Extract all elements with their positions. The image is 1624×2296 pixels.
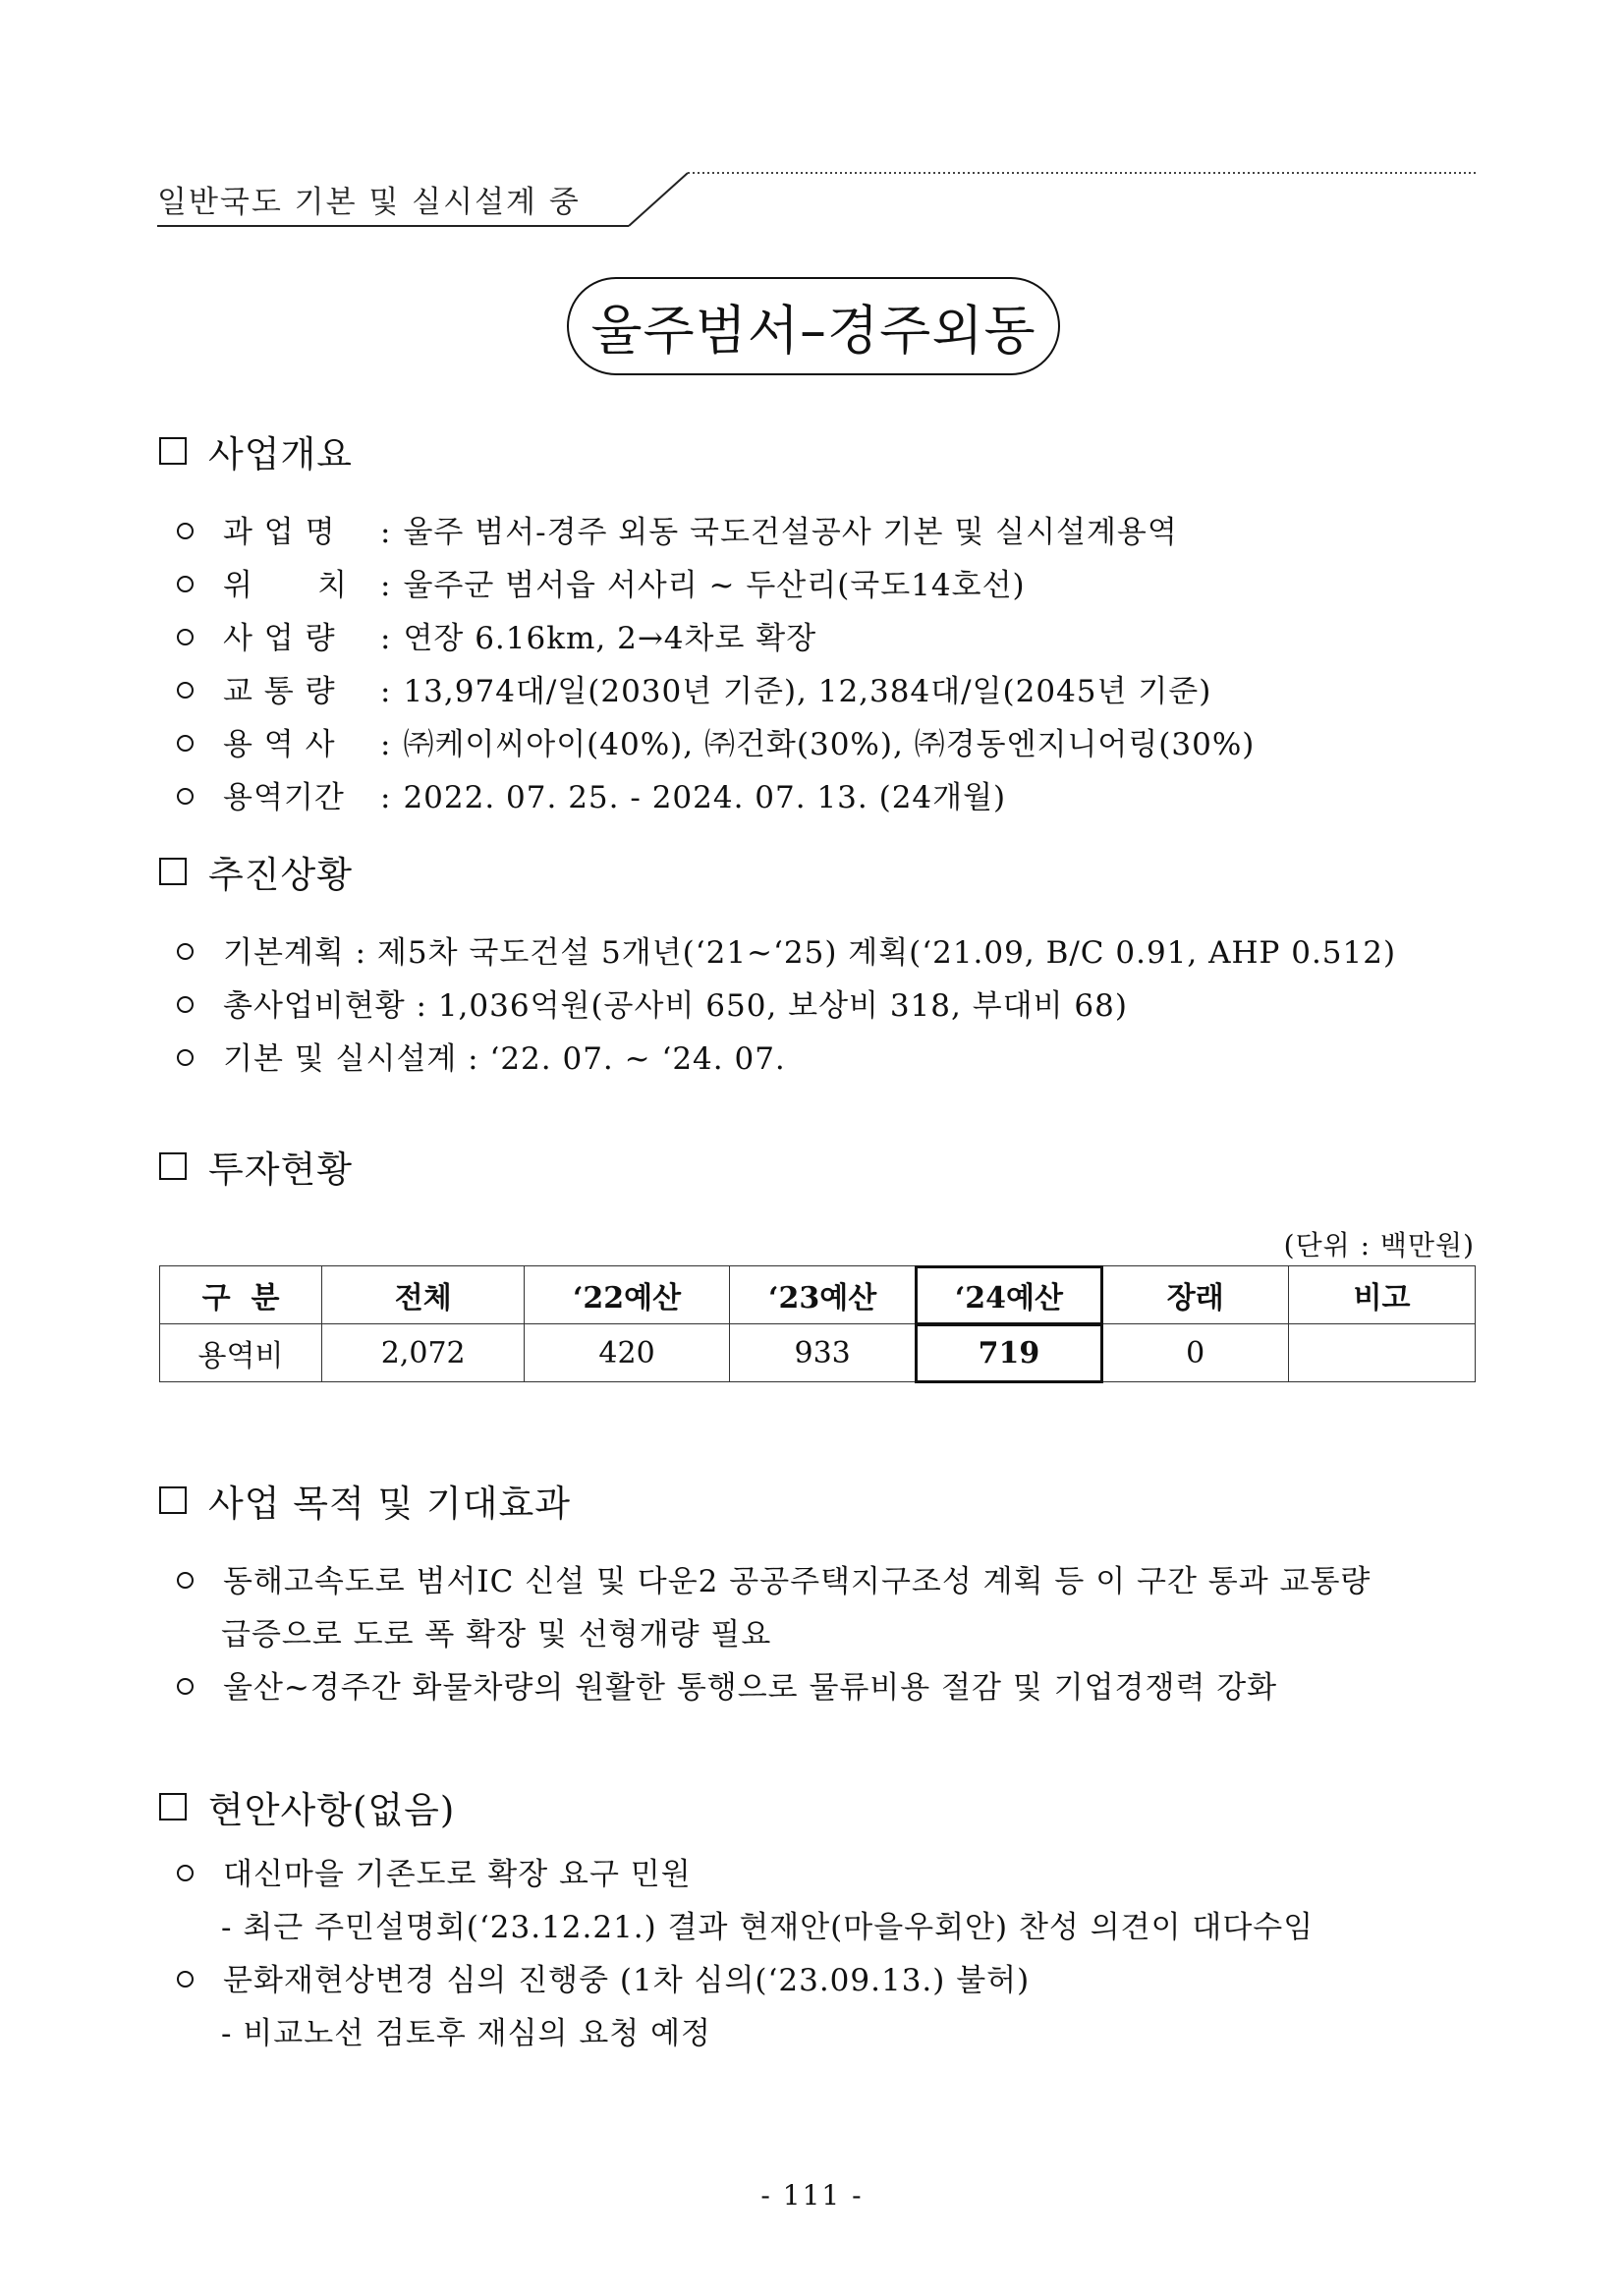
- circle-bullet-icon: [177, 576, 194, 592]
- page-title: 울주범서–경주외동: [567, 277, 1060, 375]
- purpose-item-continuation: 급증으로 도로 폭 확장 및 선형개량 필요: [221, 1617, 772, 1652]
- table-cell: 719: [916, 1324, 1102, 1382]
- section-purpose-heading: [159, 1474, 571, 1527]
- item-label: 용 역 사: [223, 727, 336, 762]
- item-label: 교 통 량: [223, 674, 336, 709]
- overview-item: 위 치 : 울주군 범서읍 서사리 ~ 두산리(국도14호선): [177, 560, 1026, 604]
- circle-bullet-icon: [177, 735, 194, 752]
- item-label: 사 업 량: [223, 621, 336, 656]
- square-icon: [159, 858, 187, 885]
- section-title: 투자현황: [208, 1148, 353, 1191]
- overview-item: 용 역 사 : ㈜케이씨아이(40%), ㈜건화(30%), ㈜경동엔지니어링(30%): [177, 719, 1255, 763]
- circle-bullet-icon: [177, 523, 194, 539]
- item-text: 기본 및 실시설계 : ‘22. 07. ~ ‘24. 07.: [223, 1041, 786, 1077]
- table-unit: (단위 : 백만원): [1283, 1229, 1475, 1261]
- table-cell: 933: [729, 1324, 916, 1382]
- section-overview-heading: [159, 424, 353, 477]
- item-text: 울산~경주간 화물차량의 원활한 통행으로 물류비용 절감 및 기업경쟁력 강화: [223, 1670, 1278, 1706]
- section-title: 사업개요: [208, 433, 353, 476]
- running-header: [157, 169, 1476, 228]
- issue-item: [177, 1849, 692, 1893]
- header-text: 일반국도 기본 및 실시설계 중: [157, 185, 581, 220]
- square-icon: [159, 1486, 187, 1514]
- item-value: 연장 6.16km, 2→4차로 확장: [403, 621, 817, 656]
- issue-sub-item: - 최근 주민설명회(‘23.12.21.) 결과 현재안(마을우회안) 찬성 의견이 대다수임: [221, 1910, 1315, 1945]
- item-label: 용역기간: [223, 780, 345, 815]
- item-value: 2022. 07. 25. - 2024. 07. 13. (24개월): [403, 780, 1007, 815]
- purpose-item: [177, 1662, 1277, 1707]
- square-icon: [159, 1152, 187, 1180]
- table-cell: 420: [525, 1324, 729, 1382]
- table-cell: 용역비: [160, 1324, 322, 1382]
- section-progress-heading: [159, 845, 353, 898]
- section-title: 추진상황: [208, 854, 353, 896]
- table-cell: 2,072: [322, 1324, 525, 1382]
- col-header: 구 분: [160, 1266, 322, 1324]
- item-label: 위 치: [223, 568, 349, 603]
- table-header-row: [160, 1266, 1476, 1324]
- circle-bullet-icon: [177, 682, 194, 699]
- col-header: ‘22예산: [525, 1266, 729, 1324]
- circle-bullet-icon: [177, 1971, 194, 1988]
- item-text: 총사업비현황 : 1,036억원(공사비 650, 보상비 318, 부대비 68): [223, 988, 1128, 1024]
- circle-bullet-icon: [177, 1678, 194, 1695]
- item-text: 동해고속도로 범서IC 신설 및 다운2 공공주택지구조성 계획 등 이 구간 통과 교통량: [223, 1564, 1372, 1599]
- page-number: - 111 -: [760, 2179, 864, 2212]
- table-cell: 0: [1102, 1324, 1289, 1382]
- section-title: 사업 목적 및 기대효과: [208, 1483, 571, 1525]
- table-row: [160, 1324, 1476, 1382]
- investment-table: [159, 1265, 1476, 1382]
- square-icon: [159, 1793, 187, 1820]
- circle-bullet-icon: [177, 1572, 194, 1589]
- item-value: 울주군 범서읍 서사리 ~ 두산리(국도14호선): [403, 568, 1026, 603]
- circle-bullet-icon: [177, 996, 194, 1013]
- col-header: 장래: [1102, 1266, 1289, 1324]
- circle-bullet-icon: [177, 788, 194, 805]
- col-header: 비고: [1289, 1266, 1476, 1324]
- section-title: 현안사항(없음): [208, 1789, 456, 1831]
- circle-bullet-icon: [177, 629, 194, 645]
- item-value: 울주 범서-경주 외동 국도건설공사 기본 및 실시설계용역: [403, 515, 1178, 550]
- overview-item: 사 업 량 : 연장 6.16km, 2→4차로 확장: [177, 613, 816, 657]
- section-investment-heading: [159, 1140, 353, 1193]
- item-text: 대신마을 기존도로 확장 요구 민원: [223, 1857, 692, 1892]
- circle-bullet-icon: [177, 1865, 194, 1881]
- issue-item: [177, 1955, 1030, 1999]
- col-header: ‘23예산: [729, 1266, 916, 1324]
- square-icon: [159, 437, 187, 465]
- purpose-item: [177, 1556, 1371, 1600]
- circle-bullet-icon: [177, 1049, 194, 1066]
- item-text: 문화재현상변경 심의 진행중 (1차 심의(‘23.09.13.) 불허): [223, 1963, 1031, 1998]
- item-value: 13,974대/일(2030년 기준), 12,384대/일(2045년 기준): [403, 674, 1212, 709]
- circle-bullet-icon: [177, 943, 194, 960]
- item-text: 기본계획 : 제5차 국도건설 5개년(‘21~‘25) 계획(‘21.09, B/C 0.91, AHP 0.512): [223, 935, 1397, 971]
- col-header: ‘24예산: [916, 1266, 1102, 1324]
- item-value: ㈜케이씨아이(40%), ㈜건화(30%), ㈜경동엔지니어링(30%): [403, 727, 1256, 762]
- overview-item: 과 업 명 : 울주 범서-경주 외동 국도건설공사 기본 및 실시설계용역: [177, 507, 1178, 551]
- overview-item: 용역기간 : 2022. 07. 25. - 2024. 07. 13. (24개월): [177, 772, 1006, 816]
- progress-item: [177, 980, 1128, 1025]
- issue-sub-item: - 비교노선 검토후 재심의 요청 예정: [221, 2016, 711, 2051]
- progress-item: [177, 1034, 786, 1078]
- table-cell: [1289, 1324, 1476, 1382]
- overview-item: 교 통 량 : 13,974대/일(2030년 기준), 12,384대/일(2045년 기준): [177, 666, 1211, 710]
- progress-item: [177, 927, 1396, 972]
- section-issues-heading: [159, 1780, 455, 1833]
- col-header: 전체: [322, 1266, 525, 1324]
- item-label: 과 업 명: [223, 515, 336, 550]
